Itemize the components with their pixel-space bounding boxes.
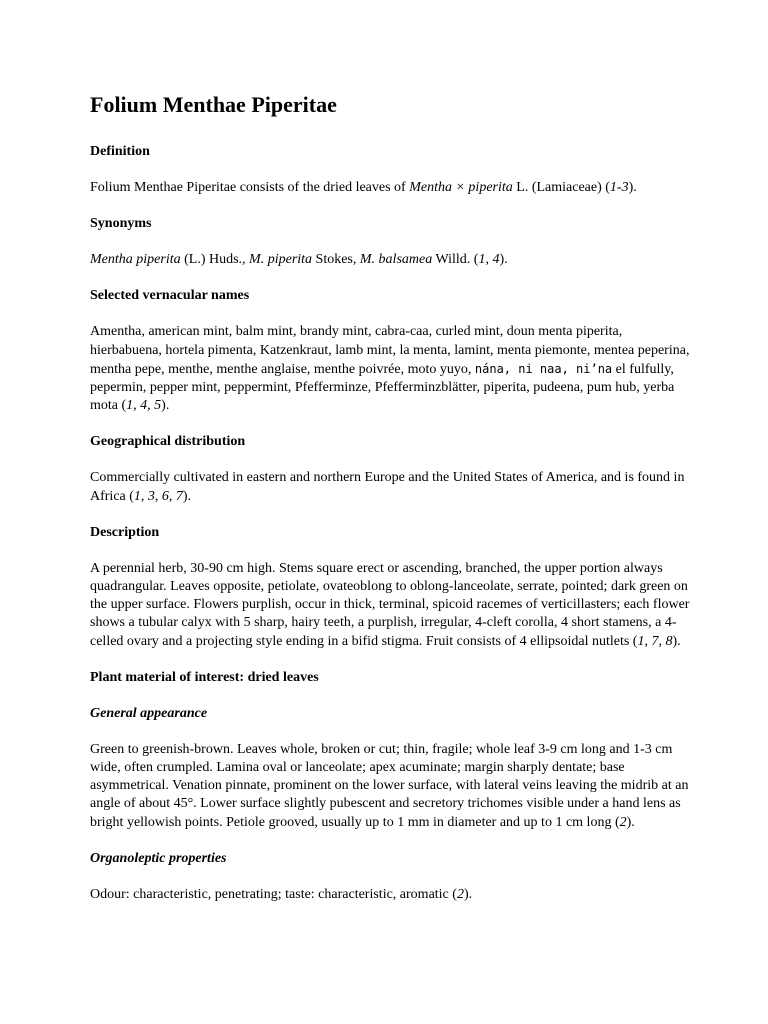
general-appearance-ref: 2: [619, 814, 627, 830]
definition-species: Mentha × piperita: [409, 180, 513, 195]
organoleptic-paragraph: [90, 886, 690, 904]
vernacular-ref-separator: ,: [133, 398, 141, 414]
distribution-ref-4: 7: [175, 488, 183, 504]
synonym-author-3: Willd. (: [432, 252, 479, 268]
vernacular-ref-2: 4: [140, 398, 148, 414]
description-ref-3: 8: [665, 633, 673, 649]
synonyms-ref-2: 4: [492, 252, 500, 268]
definition-text-2: L. (Lamiaceae) (: [512, 180, 610, 195]
definition-text: Folium Menthae Piperitae consists of the dried leaves of: [90, 180, 410, 195]
vernacular-special-names: nána, ni naa, ni’na: [474, 361, 613, 376]
description-text: A perennial herb, 30-90 cm high. Stems square erect or ascending, branched, the upper portion always quadrangular. Leaves opposite, petiolate, ovateoblong to oblong-lanceolate, serrate, pointed; dark green on the upper surface. Flowers purplish, occur in thick, terminal, spicoid racemes of verticillasters; each flower shows a tubular calyx with 5 sharp, hairy teeth, a purplish, irregular, 4-cleft corolla, 4 short stamens, a 4-celled ovary and a projecting style ending in a bifid stigma. Fruit consists of 4 ellipsoidal nutlets (: [90, 560, 690, 649]
distribution-ref-separator: ,: [140, 488, 148, 504]
distribution-ref-1: 1: [133, 488, 141, 504]
description-end: ).: [672, 633, 681, 649]
synonym-1: Mentha piperita: [90, 252, 181, 268]
distribution-end: ).: [182, 488, 192, 504]
vernacular-end: ).: [161, 398, 170, 414]
synonyms-ref-separator: ,: [485, 252, 493, 268]
synonyms-end: ).: [499, 252, 508, 268]
vernacular-ref-3: 5: [154, 398, 162, 414]
definition-paragraph: [90, 179, 690, 197]
distribution-ref-separator: ,: [168, 488, 176, 504]
organoleptic-heading: Organoleptic properties: [90, 850, 227, 866]
synonyms-ref-1: 1: [478, 252, 486, 268]
vernacular-heading: Selected vernacular names: [90, 288, 250, 304]
general-appearance-text: Green to greenish-brown. Leaves whole, broken or cut; thin, fragile; whole leaf 3-9 cm long and 1-3 cm wide, often crumpled. Lamina oval or lanceolate; apex acuminate; margin sharply dentate; base asymmetrical. Venation pinnate, prominent on the lower surface, with lateral veins leaving the midrib at an angle of about 45°. Lower surface slightly pubescent and secretory trichomes visible under a hand lens as bright yellowish points. Petiole grooved, usually up to 1 mm in diameter and up to 1 cm long (: [90, 741, 689, 830]
organoleptic-text: Odour: characteristic, penetrating; taste: characteristic, aromatic (: [90, 886, 457, 902]
organoleptic-ref: 2: [456, 886, 464, 902]
distribution-heading: Geographical distribution: [90, 434, 246, 450]
distribution-ref-2: 3: [147, 488, 155, 504]
vernacular-ref-1: 1: [126, 398, 134, 414]
synonym-author-1: (L.) Huds.,: [180, 252, 250, 268]
description-heading: Description: [90, 524, 160, 540]
general-appearance-end: ).: [626, 814, 635, 830]
distribution-ref-separator: ,: [154, 488, 162, 504]
synonyms-heading: Synonyms: [90, 216, 152, 232]
description-ref-1: 1: [637, 633, 645, 649]
distribution-text: Commercially cultivated in eastern and northern Europe and the United States of America, and is found in Africa (: [90, 470, 685, 504]
vernacular-paragraph: [90, 323, 690, 415]
distribution-ref-3: 6: [161, 488, 169, 504]
description-ref-separator: ,: [658, 633, 666, 649]
definition-heading: Definition: [90, 144, 150, 159]
synonyms-paragraph: [90, 251, 690, 269]
general-appearance-paragraph: [90, 741, 690, 832]
synonym-2: M. piperita: [249, 252, 313, 268]
vernacular-text: Amentha, american mint, balm mint, brandy mint, cabra-caa, curled mint, doun menta piperita, hierbabuena, hortela pimenta, Katzenkraut, lamb mint, la menta, lamint, menta piemonte, mentea peperina, mentha pepe, menthe, menthe anglaise, menthe poivrée, moto yuyo,: [90, 324, 690, 377]
general-appearance-heading: General appearance: [90, 705, 208, 721]
description-ref-separator: ,: [644, 633, 652, 649]
synonym-author-2: Stokes,: [312, 252, 360, 268]
vernacular-text-2: el fulfully, pepermin, pepper mint, peppermint, Pfefferminze, Pfefferminzblätter, piperita, pudeena, pum hub, yerba mota (: [90, 361, 675, 414]
distribution-paragraph: [90, 469, 690, 505]
definition-ref: 1-3: [609, 180, 629, 195]
organoleptic-end: ).: [463, 886, 473, 902]
document-page: [90, 90, 690, 922]
plant-material-heading: Plant material of interest: dried leaves: [90, 669, 319, 685]
vernacular-ref-separator: ,: [147, 398, 155, 414]
description-paragraph: [90, 560, 690, 651]
synonym-3: M. balsamea: [359, 252, 433, 268]
definition-end: ).: [628, 180, 637, 195]
page-title: Folium Menthae Piperitae: [90, 92, 337, 117]
description-ref-2: 7: [651, 633, 659, 649]
